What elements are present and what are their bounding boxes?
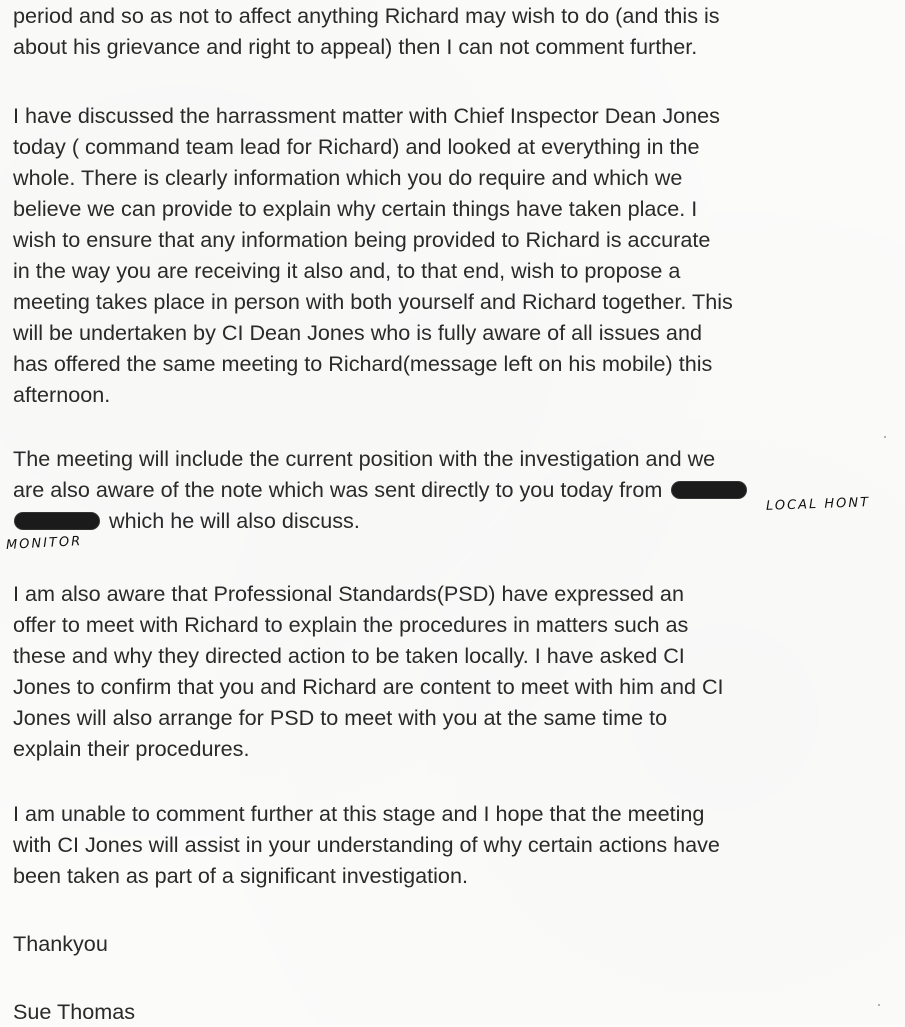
text-line: been taken as part of a significant investigation. <box>13 863 468 888</box>
text-line: has offered the same meeting to Richard(message left on his mobile) this <box>13 351 713 376</box>
text-line: these and why they directed action to be taken locally. I have asked CI <box>13 643 685 668</box>
text-line: The meeting will include the current position with the investigation and we <box>13 446 716 471</box>
text-line: whole. There is clearly information which you do require and which we <box>13 165 683 190</box>
text-line: Sue Thomas <box>13 999 136 1024</box>
text-line: about his grievance and right to appeal) then I can not comment further. <box>13 34 698 59</box>
text-line: afternoon. <box>13 382 111 407</box>
signature-name <box>13 996 893 1027</box>
sign-off <box>13 928 893 959</box>
text-line: wish to ensure that any information being provided to Richard is accurate <box>13 227 711 252</box>
paragraph-psd <box>13 578 893 764</box>
paragraph-meeting <box>13 443 893 536</box>
text-line: offer to meet with Richard to explain the procedures in matters such as <box>13 612 689 637</box>
scan-speck <box>878 1004 880 1006</box>
text-line: meeting takes place in person with both yourself and Richard together. This <box>13 289 733 314</box>
redaction-mark <box>15 513 99 529</box>
text-line: today ( command team lead for Richard) and looked at everything in the <box>13 134 700 159</box>
handwritten-note-right: LOCAL HONT <box>765 495 871 514</box>
paragraph-intro <box>13 0 893 62</box>
text-line: Thankyou <box>13 931 108 956</box>
text-line: believe we can provide to explain why certain things have taken place. I <box>13 196 698 221</box>
text-line: in the way you are receiving it also and, to that end, wish to propose a <box>13 258 681 283</box>
text-line: will be undertaken by CI Dean Jones who is fully aware of all issues and <box>13 320 702 345</box>
text-line: period and so as not to affect anything Richard may wish to do (and this is <box>13 3 720 28</box>
redaction-mark <box>672 482 746 498</box>
text-line: I am also aware that Professional Standards(PSD) have expressed an <box>13 581 684 606</box>
text-line <box>13 474 893 505</box>
scan-speck <box>884 436 886 438</box>
text-line: Jones to confirm that you and Richard are content to meet with him and CI <box>13 674 724 699</box>
text-segment: are also aware of the note which was sent directly to you today from <box>13 477 663 502</box>
handwritten-note-left: MONITOR <box>5 534 83 553</box>
text-line <box>13 505 893 536</box>
text-line: explain their procedures. <box>13 736 250 761</box>
text-line: I have discussed the harrassment matter with Chief Inspector Dean Jones <box>13 103 720 128</box>
text-line: Jones will also arrange for PSD to meet with you at the same time to <box>13 705 668 730</box>
text-segment: which he will also discuss. <box>109 508 360 533</box>
paragraph-discussion <box>13 100 893 410</box>
text-line: with CI Jones will assist in your understanding of why certain actions have <box>13 832 720 857</box>
text-line: I am unable to comment further at this stage and I hope that the meeting <box>13 801 705 826</box>
paragraph-closing <box>13 798 893 891</box>
